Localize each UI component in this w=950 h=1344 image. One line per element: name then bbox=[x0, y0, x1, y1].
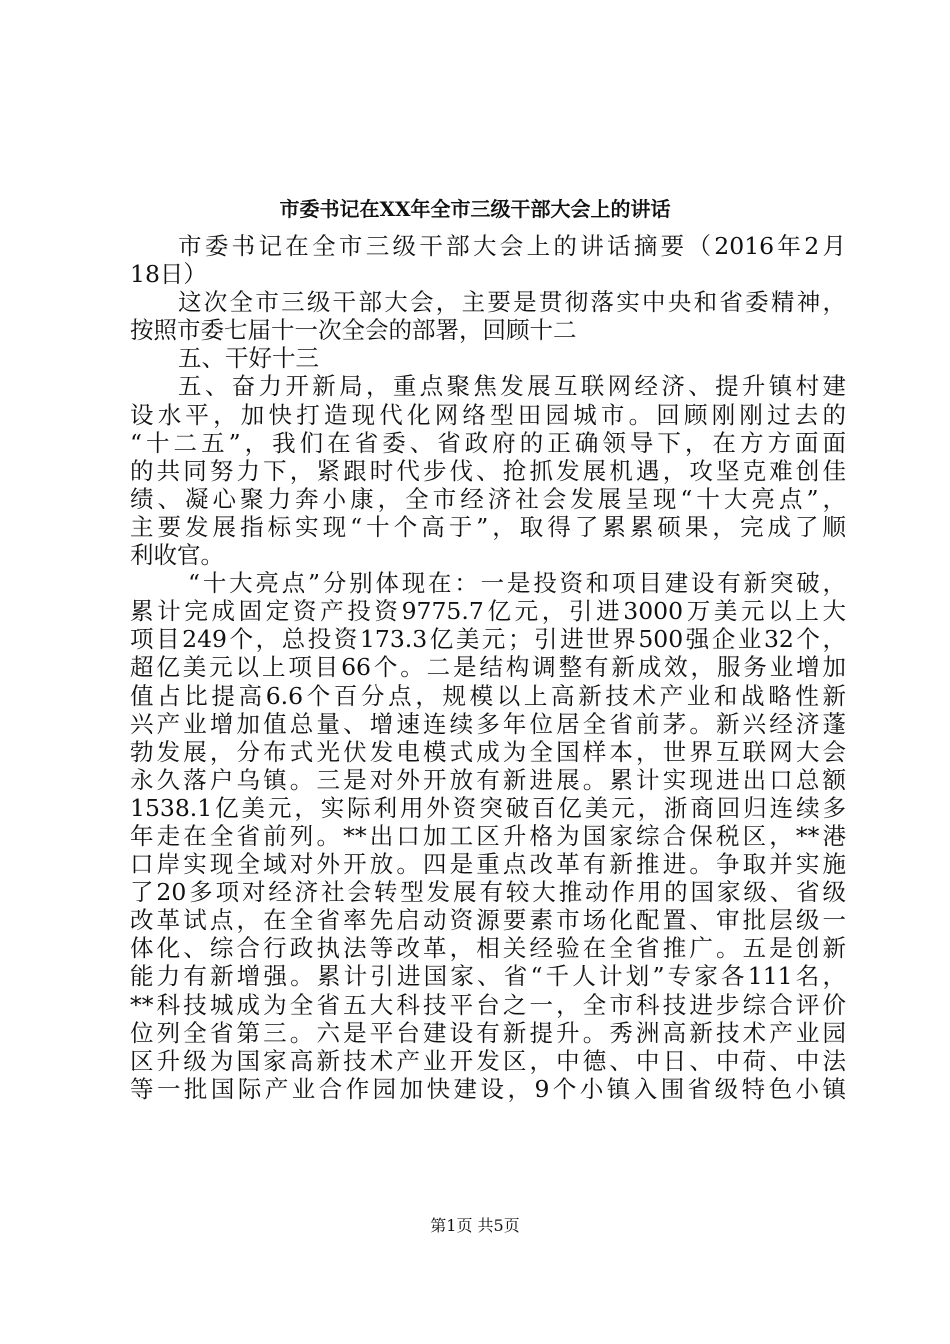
paragraph-line: 累计完成固定资产投资9775.7亿元，引进3000万美元以上大 bbox=[130, 597, 846, 626]
paragraph-line: 了20多项对经济社会转型发展有较大推动作用的国家级、省级 bbox=[130, 878, 846, 907]
document-body bbox=[130, 232, 846, 1103]
paragraph-line: 超亿美元以上项目66个。二是结构调整有新成效，服务业增加 bbox=[130, 653, 846, 682]
document-title: 市委书记在XX年全市三级干部大会上的讲话 bbox=[279, 197, 671, 221]
paragraph-line: 市委书记在全市三级干部大会上的讲话摘要（2016年2月 bbox=[178, 232, 846, 260]
paragraph-line: 1538.1亿美元，实际利用外资突破百亿美元，浙商回归连续多 bbox=[130, 793, 846, 822]
paragraph-line: 按照市委七届十一次全会的部署，回顾十二 bbox=[130, 316, 577, 345]
paragraph-line: 绩、凝心聚力奔小康，全市经济社会发展呈现“十大亮点”， bbox=[130, 484, 846, 513]
paragraph-line: “十大亮点”分别体现在：一是投资和项目建设有新突破， bbox=[188, 569, 846, 598]
paragraph-line: 口岸实现全域对外开放。四是重点改革有新推进。争取并实施 bbox=[130, 850, 846, 879]
paragraph-line: 利收官。 bbox=[130, 541, 224, 570]
paragraph-line: 位列全省第三。六是平台建设有新提升。秀洲高新技术产业园 bbox=[130, 1018, 846, 1047]
paragraph-line: 五、奋力开新局，重点聚焦发展互联网经济、提升镇村建 bbox=[178, 372, 846, 401]
paragraph-line: 设水平，加快打造现代化网络型田园城市。回顾刚刚过去的 bbox=[130, 400, 846, 429]
paragraph-line: 体化、综合行政执法等改革，相关经验在全省推广。五是创新 bbox=[130, 934, 846, 963]
paragraph-line: 改革试点，在全省率先启动资源要素市场化配置、审批层级一 bbox=[130, 906, 846, 935]
paragraph-line: 项目249个，总投资173.3亿美元；引进世界500强企业32个， bbox=[130, 625, 846, 654]
paragraph-line: 等一批国际产业合作园加快建设，9个小镇入围省级特色小镇 bbox=[130, 1074, 846, 1103]
paragraph-line: 兴产业增加值总量、增速连续多年位居全省前茅。新兴经济蓬 bbox=[130, 709, 846, 738]
paragraph-line: 年走在全省前列。**出口加工区升格为国家综合保税区，**港 bbox=[130, 821, 846, 850]
paragraph-line: 永久落户乌镇。三是对外开放有新进展。累计实现进出口总额 bbox=[130, 765, 846, 794]
paragraph-line: 五、干好十三 bbox=[178, 344, 319, 373]
paragraph-line: 的共同努力下，紧跟时代步伐、抢抓发展机遇，攻坚克难创佳 bbox=[130, 456, 846, 485]
paragraph-line: 18日） bbox=[130, 260, 207, 289]
paragraph-line: 值占比提高6.6个百分点，规模以上高新技术产业和战略性新 bbox=[130, 681, 846, 710]
paragraph-line: **科技城成为全省五大科技平台之一，全市科技进步综合评价 bbox=[130, 990, 846, 1019]
paragraph-line: 勃发展，分布式光伏发电模式成为全国样本，世界互联网大会 bbox=[130, 737, 846, 766]
page-footer: 第1页 共5页 bbox=[430, 1216, 520, 1235]
paragraph-line: 主要发展指标实现“十个高于”，取得了累累硕果，完成了顺 bbox=[130, 512, 846, 541]
paragraph-line: 这次全市三级干部大会，主要是贯彻落实中央和省委精神， bbox=[178, 288, 846, 317]
paragraph-line: “十二五”，我们在省委、省政府的正确领导下，在方方面面 bbox=[130, 428, 846, 457]
paragraph-line: 能力有新增强。累计引进国家、省“千人计划”专家各111名， bbox=[130, 962, 846, 991]
paragraph-line: 区升级为国家高新技术产业开发区，中德、中日、中荷、中法 bbox=[130, 1046, 846, 1075]
